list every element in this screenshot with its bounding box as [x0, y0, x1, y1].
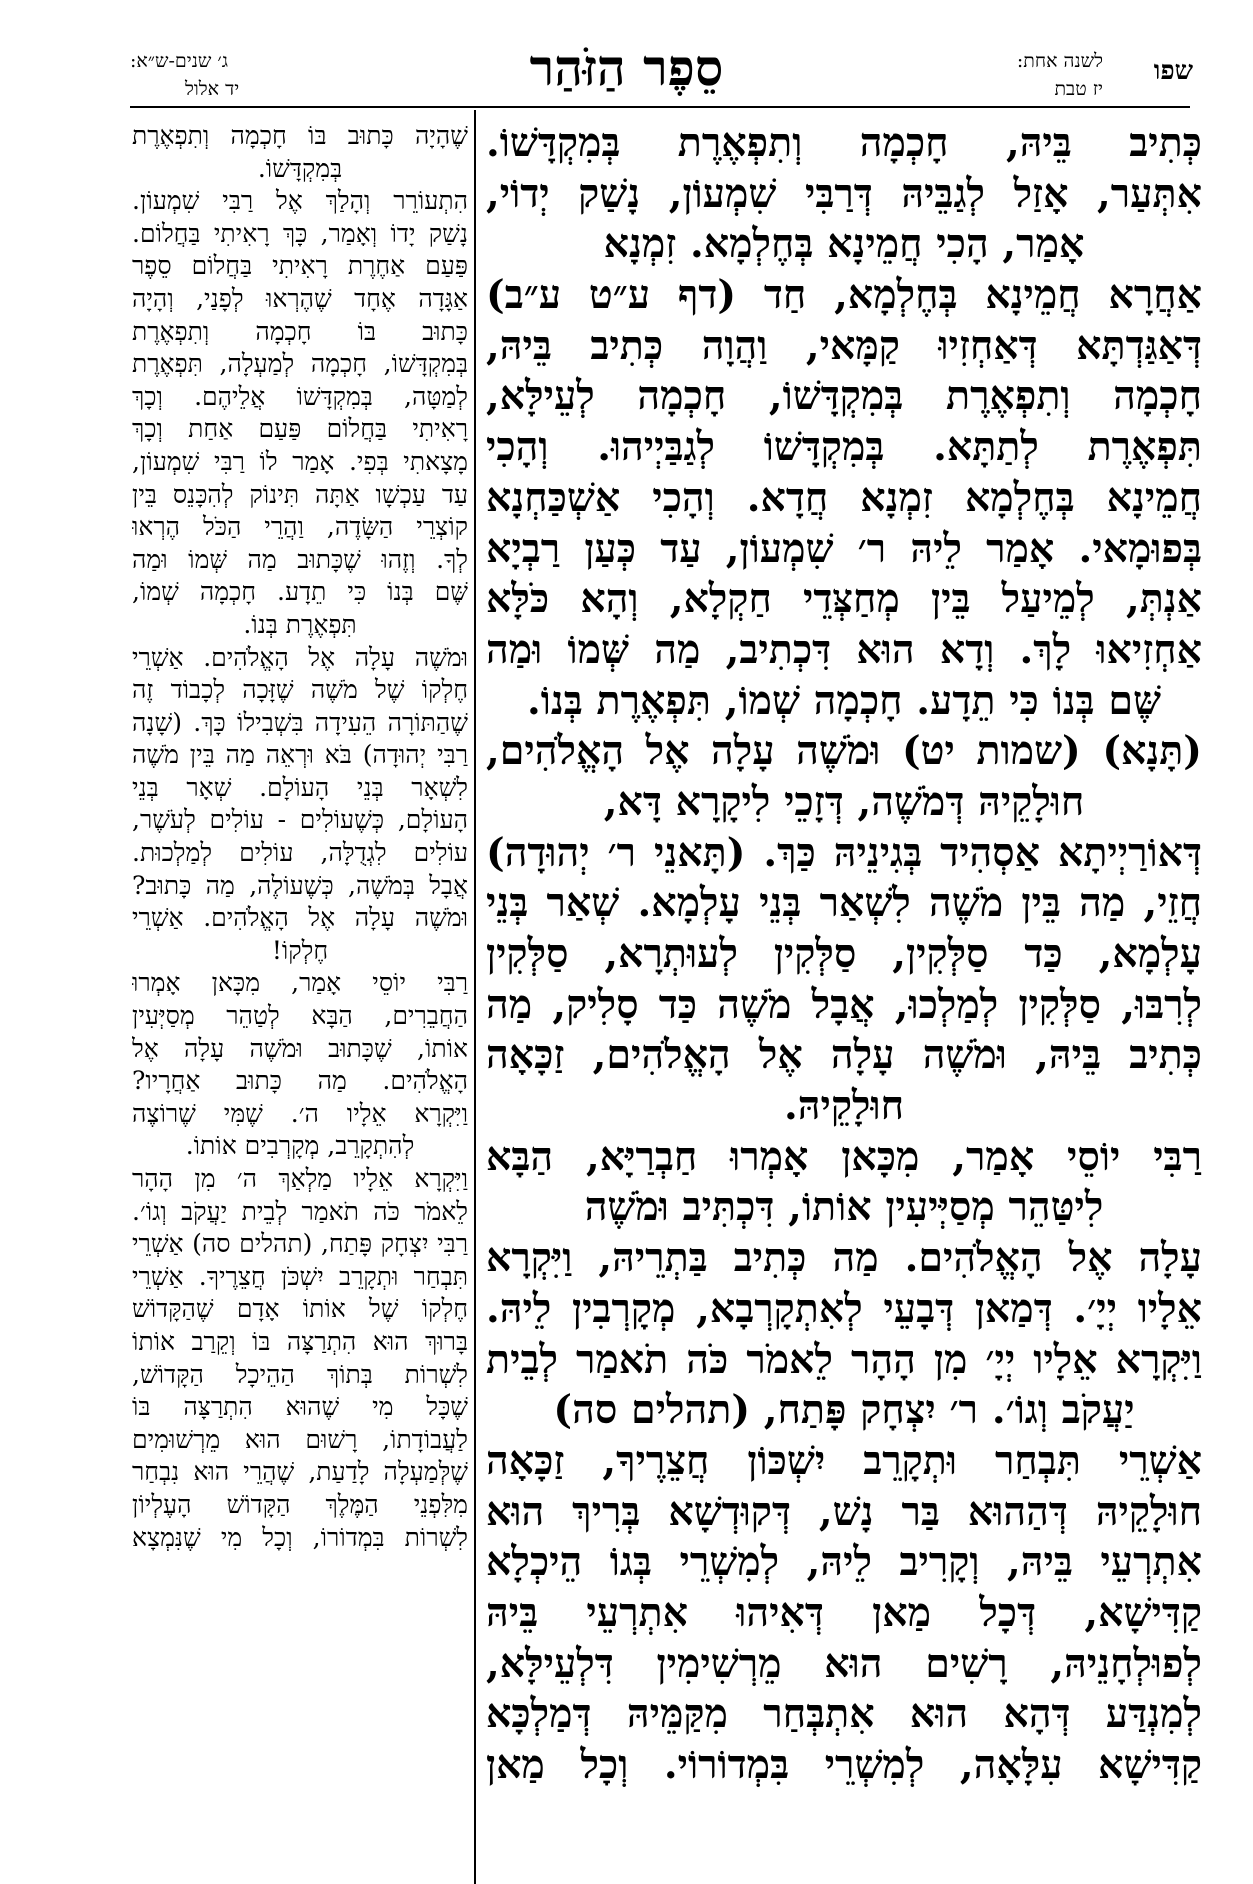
side-text-line: אֲבָל בְּמֹשֶׁה, כְּשֶׁעוֹלֶה, מַה כָּתוּב?: [132, 870, 468, 900]
main-text-line: חָכְמָה וְתִפְאֶרֶת בְּמִקְדָּשׁוֹ, חָכְמָה לְעֵילָּא,: [486, 373, 1202, 420]
main-text-line: כְּתִיב בֵּיהּ, חָכְמָה וְתִפְאֶרֶת בְּמִקְדָּשׁוֹ.: [486, 120, 1202, 166]
side-text-line: הָעוֹלָם, כְּשֶׁעוֹלִים - עוֹלִים לְעֹשֶׁר,: [132, 805, 468, 835]
side-text-line: הַחֲבֵרִים, הַבָּא לְטַהֵר מְסַיְּעִין: [132, 1001, 468, 1031]
side-text-line: הָאֱלֹהִים. מַה כָּתוּב אַחֲרָיו?: [132, 1066, 468, 1096]
side-text-line: וַיִּקְרָא אֵלָיו מַלְאַךְ ה׳ מִן הָהָר: [132, 1164, 468, 1193]
header-rule: [130, 106, 1190, 108]
side-text-line: תִּבְחַר וּתְקָרֵב יִשְׁכֹּן חֲצֵרֶיךָ. אַשְׁרֵי: [132, 1261, 468, 1291]
side-text-line: שֶׁלְּמַעְלָה לָדַעַת, שֶׁהֲרֵי הוּא נִבְחַר: [132, 1457, 468, 1487]
main-text-line: אַנְתְּ, לְמֵיעַל בֵּין מְחַצְּדֵי חַקְלָא, וְהָא כֹּלָּא: [486, 576, 1202, 623]
column-divider: [474, 110, 476, 1884]
side-text-line: בְּמִקְדָּשׁוֹ.: [257, 153, 343, 183]
side-text-line: לִשְׁרוֹת בְּתוֹךְ הַהֵיכָל הַקָּדוֹשׁ,: [132, 1359, 468, 1389]
side-text-line: מִלִּפְנֵי הַמֶּלֶךְ הַקָּדוֹשׁ הָעֶלְיוֹן: [132, 1489, 468, 1519]
main-text-line: חֲזֵי, מַה בֵּין מֹשֶׁה לִשְׁאַר בְּנֵי עָלְמָא. שְׁאַר בְּנֵי: [486, 880, 1202, 927]
main-text-line: אַשְׁרֵי תִּבְחַר וּתְקָרֵב יִשְׁכּוֹן חֲצֵרֶיךָ, זַכָּאָה: [486, 1437, 1202, 1484]
side-text-line: כָּתוּב בּוֹ חָכְמָה וְתִפְאֶרֶת: [132, 316, 468, 346]
side-text-line: לְךָ. וְזֶהוּ שֶׁכָּתוּב מַה שְּׁמוֹ וּמַה: [132, 544, 468, 574]
side-text-line: אַגָּדָה אֶחָד שֶׁהֶרְאוּ לְפָנַי, וְהָיָה: [132, 283, 468, 313]
side-text-line: לִשְׁאָר בְּנֵי הָעוֹלָם. שְׁאָר בְּנֵי: [132, 772, 468, 802]
side-text-line: לְמַטָּה, בְּמִקְדָּשׁוֹ אֲלֵיהֶם. וְכָךְ: [132, 381, 468, 411]
main-text-line: אֵלָיו יְיָ׳. דְּמַאן דְּבָעֵי לְאִתְקָרְבָא, מְקָרְבִין לֵיהּ.: [486, 1285, 1202, 1332]
main-text-line: וַיִּקְרָא אֵלָיו יְיָ׳ מִן הָהָר לֵאמֹר כֹּה תֹאמַר לְבֵית: [486, 1336, 1202, 1383]
side-text-line: רַבִּי יְהוּדָה) בֹּא וּרְאֵה מַה בֵּין מֹשֶׁה: [132, 740, 468, 770]
side-text-line: שֶׁהַתּוֹרָה הֵעִידָה בִּשְׁבִילוֹ כָּךְ. (שָׁנָה: [132, 707, 468, 737]
main-text-line: עָלְמָא, כַּד סַלְּקִין, סַלְּקִין לְעוּתְרָא, סַלְּקִין: [486, 931, 1202, 977]
date-three-years: יד אלול: [185, 78, 240, 100]
side-text-line: רַבִּי יוֹסֵי אָמַר, מִכָּאן אָמְרוּ: [132, 968, 468, 998]
schedule-three-years: ג׳ שנים-ש״א:: [130, 50, 229, 72]
main-text-line: לְמִנְדַּע דְּהָא הוּא אִתְבְּחַר מִקַּמֵּיהּ דְּמַלְכָּא: [486, 1691, 1202, 1738]
main-text-line: עָלָה אֶל הָאֱלֹהִים. מַה כְּתִיב בַּתְרֵיהּ, וַיִּקְרָא: [486, 1235, 1202, 1282]
side-text-line: וּמֹשֶׁה עָלָה אֶל הָאֱלֹהִים. אַשְׁרֵי: [132, 903, 468, 933]
side-text-line: בְּמִקְדָּשׁוֹ, חָכְמָה לְמַעְלָה, תִּפְאֶרֶת: [132, 349, 468, 379]
main-text-line: לְרִבּוּ, סַלְּקִין לְמַלְכוּ, אֲבָל מֹשֶׁה כַּד סָלִיק, מַה: [486, 981, 1202, 1028]
main-text-line: בְּפוּמָאי. אָמַר לֵיהּ ר׳ שִׁמְעוֹן, עַד כְּעַן רַבְיָא: [486, 525, 1202, 572]
main-text-line: תִּפְאֶרֶת לְתַתָּא. בְּמִקְדָּשׁוֹ לְגַבַּיְיהוּ. וְהָכִי: [486, 424, 1202, 471]
main-text-line: אָמַר, הָכִי חֲמֵינָא בְּחֶלְמָא. זִמְנָא: [603, 221, 1085, 268]
side-text-line: רָאִיתִי בַּחֲלוֹם פַּעַם אַחַת וְכָךְ: [132, 414, 468, 444]
main-text-line: אִתְרְעֵי בֵּיהּ, וְקָרִיב לֵיהּ, לְמִשְׁרֵי בְּגוֹ הֵיכְלָא: [486, 1539, 1202, 1586]
side-text-line: לַעֲבוֹדָתוֹ, רָשׁוּם הוּא מֵרְשׁוּמִים: [132, 1424, 468, 1454]
book-title: סֵפֶר הַזֹּהַר: [529, 38, 724, 97]
main-text-line: לִיטַּהֵר מְסַיְּיעִין אוֹתוֹ, דִּכְתִּיב וּמֹשֶׁה: [584, 1184, 1104, 1231]
side-text-line: וַיִּקְרָא אֵלָיו ה׳. שֶׁמִּי שֶׁרוֹצֶה: [132, 1098, 468, 1128]
main-text-line: רַבִּי יוֹסֵי אָמַר, מִכָּאן אָמְרוּ חַבְרַיָּא, הַבָּא: [486, 1133, 1202, 1180]
main-text-line: חֲמֵינָא בְּחֶלְמָא זִמְנָא חֲדָא. וְהָכִי אַשְׁכַּחְנָא: [486, 474, 1202, 521]
page-header: [0, 0, 1253, 112]
main-text-line: (תָּנָא) (שמות יט) וּמֹשֶׁה עָלָה אֶל הָאֱלֹהִים,: [486, 728, 1202, 775]
main-text-line: כְּתִיב בֵּיהּ, וּמֹשֶׁה עָלָה אֶל הָאֱלֹהִים, זַכָּאָה: [486, 1032, 1202, 1079]
side-text-line: מָצָאתִי בְּפִי. אָמַר לוֹ רַבִּי שִׁמְעוֹן,: [132, 446, 468, 476]
side-text-line: חֶלְקוֹ שֶׁל אוֹתוֹ אָדָם שֶׁהַקָּדוֹשׁ: [132, 1294, 468, 1324]
side-text-line: נָשַׁק יָדוֹ וְאָמַר, כָּךְ רָאִיתִי בַּחֲלוֹם.: [132, 218, 468, 248]
side-text-line: חֶלְקוֹ שֶׁל מֹשֶׁה שֶׁזָּכָה לְכָבוֹד זֶה: [132, 675, 468, 705]
side-text-line: שֶׁהָיָה כָּתוּב בּוֹ חָכְמָה וְתִפְאֶרֶת: [132, 121, 468, 150]
main-text-line: שֶּׁם בְּנוֹ כִּי תֵדָע. חָכְמָה שְׁמוֹ, תִּפְאֶרֶת בְּנוֹ.: [527, 677, 1161, 724]
side-text-line: לֵאמֹר כֹּה תֹאמַר לְבֵית יַעֲקֹב וְגוֹ׳.: [132, 1196, 468, 1226]
main-text-line: אַחֲרָא חֲמֵינָא בְּחֶלְמָא, חַד (דף ע״ט ע״ב): [486, 272, 1202, 319]
side-text-line: לִשְׁרוֹת בִּמְדוֹרוֹ, וְכָל מִי שֶׁנִּמְצָא: [132, 1522, 468, 1552]
side-text-line: תִּפְאֶרֶת בְּנוֹ.: [243, 609, 357, 639]
side-text-line: הִתְעוֹרֵר וְהָלַךְ אֶל רַבִּי שִׁמְעוֹן.: [132, 186, 468, 216]
main-text-line: אִתְּעַר, אָזַל לְגַבֵּיהּ דְּרַבִּי שִׁמְעוֹן, נָשַׁק יְדוֹי,: [486, 170, 1202, 217]
side-text-line: רַבִּי יִצְחָק פָּתַח, (תהלים סה) אַשְׁרֵי: [132, 1229, 468, 1259]
aramaic-main-column: [486, 118, 1202, 1791]
side-text-line: עוֹלִים לִגְדֻלָּה, עוֹלִים לְמַלְכוּת.: [132, 838, 468, 868]
date-one-year: יז טבת: [1054, 78, 1103, 100]
hebrew-translation-column: [132, 120, 468, 1554]
main-text-line: קַדִּישָׁא, דְּכָל מַאן דְּאִיהוּ אִתְרְעֵי בֵּיהּ: [486, 1589, 1202, 1636]
main-text-line: קַדִּישָׁא עִלָּאָה, לְמִשְׁרֵי בִּמְדוֹרוֹי. וְכָל מַאן: [486, 1742, 1202, 1788]
side-text-line: פַּעַם אַחֶרֶת רָאִיתִי בַּחֲלוֹם סֵפֶר: [132, 251, 468, 281]
main-text-line: חוּלָקֵיהּ דְּמֹשֶׁה, דְּזָכֵי לִיקָרָא דָּא,: [603, 778, 1085, 825]
main-text-line: חוּלָקֵיהּ דְּהַהוּא בַּר נָשׁ, דְּקוּדְשָׁא בְּרִיךְ הוּא: [486, 1488, 1202, 1535]
main-text-line: אַחְזִיאוּ לָךְ. וְדָא הוּא דִּכְתִיב, מַה שְּׁמוֹ וּמַה: [486, 626, 1202, 673]
main-text-line: דְּאַגַּדְתָּא דְּאַחְזִיוּ קַמָּאי, וַהֲוָה כְּתִיב בֵּיהּ,: [486, 322, 1202, 369]
side-text-line: שֶּׁם בְּנוֹ כִּי תֵדָע. חָכְמָה שְׁמוֹ,: [132, 577, 468, 607]
main-text-line: לְפוּלְחָנֵיהּ, רָשִׁים הוּא מֵרְשִׁימִין דִּלְעֵילָּא,: [486, 1640, 1202, 1687]
side-text-line: וּמֹשֶׁה עָלָה אֶל הָאֱלֹהִים. אַשְׁרֵי: [132, 642, 468, 672]
schedule-one-year: לשנה אחת:: [1016, 50, 1103, 72]
side-text-line: שֶׁכָּל מִי שֶׁהוּא הִתְרַצָּה בּוֹ: [132, 1392, 468, 1422]
page-number: שפו: [1153, 56, 1193, 86]
main-text-line: חוּלָקֵיהּ.: [784, 1083, 904, 1130]
side-text-line: קוֹצְרֵי הַשָּׂדֶה, וַהֲרֵי הַכֹּל הֶרְאוּ: [132, 512, 468, 542]
main-text-line: יַעֲקֹב וְגוֹ׳. ר׳ יִצְחָק פָּתַח, (תהלים סה): [553, 1387, 1135, 1434]
side-text-line: לְהִתְקָרֵב, מְקָרְבִים אוֹתוֹ.: [185, 1131, 415, 1161]
side-text-line: בָּרוּךְ הוּא הִתְרַצָּה בּוֹ וְקֵרַב אוֹתוֹ: [132, 1326, 468, 1356]
side-text-line: עַד עַכְשָׁו אַתָּה תִּינוֹק לְהִכָּנֵס בֵּין: [132, 479, 468, 509]
side-text-line: אוֹתוֹ, שֶׁכָּתוּב וּמֹשֶׁה עָלָה אֶל: [132, 1033, 468, 1063]
side-text-line: חֶלְקוֹ!: [271, 935, 329, 965]
main-text-line: דְּאוֹרַיְיתָא אַסְהִיד בְּגִינֵיהּ כַּךְ. (תָּאנֵי ר׳ יְהוּדָה): [486, 829, 1202, 876]
